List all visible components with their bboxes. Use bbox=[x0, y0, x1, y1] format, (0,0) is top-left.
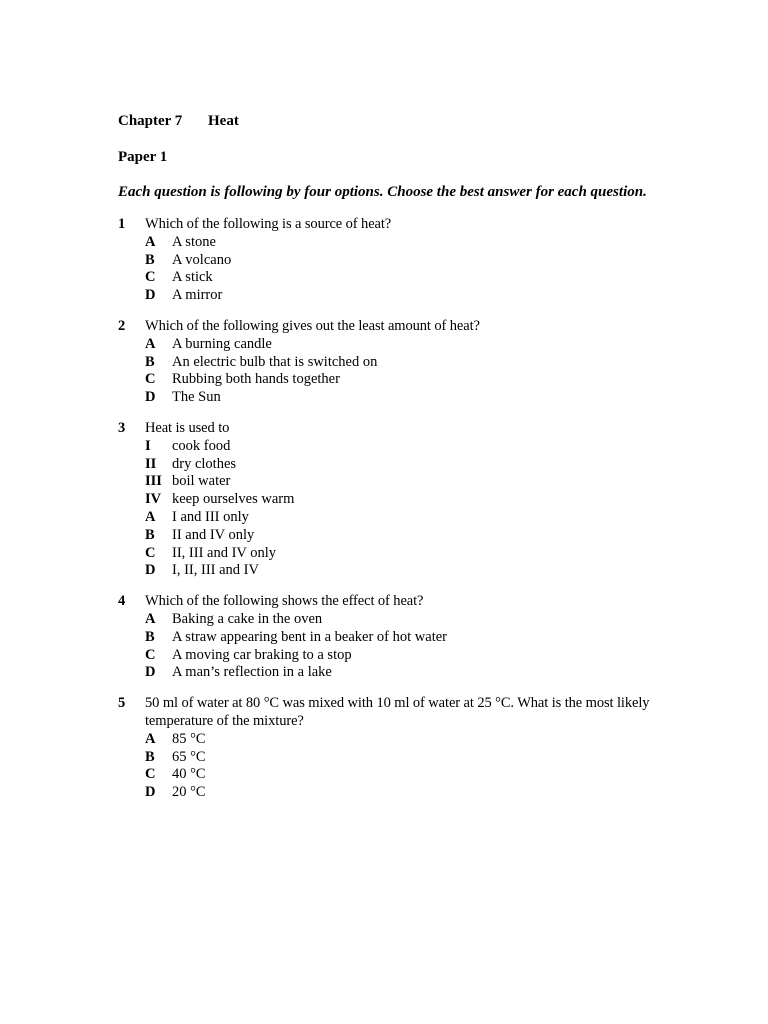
option-label: D bbox=[145, 389, 156, 406]
option-label: B bbox=[145, 628, 155, 645]
option-label: C bbox=[145, 269, 156, 286]
option-d bbox=[118, 664, 718, 682]
statement-i bbox=[118, 438, 718, 456]
statement-ii bbox=[118, 456, 718, 474]
option-a bbox=[118, 234, 718, 252]
chapter-number: Chapter 7 bbox=[118, 113, 183, 129]
option-label: A bbox=[145, 508, 156, 525]
statement-label: I bbox=[145, 437, 151, 454]
question-4 bbox=[118, 593, 718, 682]
option-b bbox=[118, 629, 718, 647]
option-c bbox=[118, 545, 718, 563]
option-label: D bbox=[145, 287, 156, 304]
question-number: 5 bbox=[118, 695, 126, 712]
option-a bbox=[118, 731, 718, 749]
option-b bbox=[118, 354, 718, 372]
question-text: Which of the following shows the effect of heat? bbox=[145, 593, 424, 610]
option-label: C bbox=[145, 766, 156, 783]
option-c bbox=[118, 766, 718, 784]
instructions: Each question is following by four options. Choose the best answer for each question. bbox=[118, 184, 647, 200]
option-label: A bbox=[145, 233, 156, 250]
option-label: B bbox=[145, 748, 155, 765]
chapter-heading bbox=[118, 110, 718, 132]
statement-label: IV bbox=[145, 491, 162, 508]
option-label: C bbox=[145, 544, 156, 561]
question-number: 3 bbox=[118, 419, 126, 436]
option-b bbox=[118, 749, 718, 767]
paper-title: Paper 1 bbox=[118, 149, 168, 165]
option-text: A straw appearing bent in a beaker of hot water bbox=[172, 628, 447, 645]
statement-label: III bbox=[145, 473, 162, 490]
option-label: A bbox=[145, 730, 156, 747]
option-text: Rubbing both hands together bbox=[172, 371, 340, 388]
option-text: A mirror bbox=[172, 287, 223, 304]
question-number: 4 bbox=[118, 593, 126, 610]
question-text: Which of the following is a source of heat? bbox=[145, 216, 392, 232]
option-c bbox=[118, 371, 718, 389]
worksheet-page bbox=[118, 110, 718, 802]
option-label: C bbox=[145, 646, 156, 663]
option-text: 85 °C bbox=[172, 730, 206, 747]
option-text: A burning candle bbox=[172, 335, 272, 352]
option-text: II, III and IV only bbox=[172, 544, 277, 561]
option-label: A bbox=[145, 335, 156, 352]
option-text: 40 °C bbox=[172, 766, 206, 783]
option-a bbox=[118, 509, 718, 527]
option-d bbox=[118, 562, 718, 580]
question-number: 2 bbox=[118, 317, 126, 334]
question-3 bbox=[118, 420, 718, 580]
option-text: A volcano bbox=[172, 251, 232, 268]
statement-iii bbox=[118, 473, 718, 491]
option-b bbox=[118, 252, 718, 270]
option-d bbox=[118, 784, 718, 802]
option-text: I, II, III and IV bbox=[172, 562, 259, 579]
option-text: Baking a cake in the oven bbox=[172, 610, 323, 627]
question-1 bbox=[118, 216, 718, 305]
option-text: 65 °C bbox=[172, 748, 206, 765]
option-text: A moving car braking to a stop bbox=[172, 646, 352, 663]
option-text: An electric bulb that is switched on bbox=[172, 353, 378, 370]
option-label: B bbox=[145, 251, 155, 268]
option-d bbox=[118, 287, 718, 305]
option-d bbox=[118, 389, 718, 407]
option-label: B bbox=[145, 353, 155, 370]
statement-iv bbox=[118, 491, 718, 509]
option-label: A bbox=[145, 610, 156, 627]
option-a bbox=[118, 336, 718, 354]
option-label: C bbox=[145, 371, 156, 388]
question-2 bbox=[118, 318, 718, 407]
statement-text: cook food bbox=[172, 437, 231, 454]
option-label: D bbox=[145, 562, 156, 579]
option-text: I and III only bbox=[172, 508, 249, 525]
option-label: D bbox=[145, 664, 156, 681]
option-text: The Sun bbox=[172, 389, 221, 406]
option-b bbox=[118, 527, 718, 545]
chapter-topic: Heat bbox=[208, 113, 239, 129]
statement-text: keep ourselves warm bbox=[172, 491, 295, 508]
statement-text: dry clothes bbox=[172, 455, 237, 472]
option-label: D bbox=[145, 784, 156, 801]
option-text: A stick bbox=[172, 269, 213, 286]
option-text: 20 °C bbox=[172, 784, 206, 801]
question-5 bbox=[118, 695, 718, 802]
question-text: 50 ml of water at 80 °C was mixed with 10 ml of water at 25 °C. What is the most likely temperature of the mixture? bbox=[145, 695, 650, 729]
question-text: Heat is used to bbox=[145, 419, 230, 436]
statement-label: II bbox=[145, 455, 157, 472]
question-number: 1 bbox=[118, 216, 126, 232]
statement-text: boil water bbox=[172, 473, 231, 490]
option-label: B bbox=[145, 526, 155, 543]
question-text: Which of the following gives out the least amount of heat? bbox=[145, 317, 480, 334]
option-text: A stone bbox=[172, 233, 216, 250]
option-text: A man’s reflection in a lake bbox=[172, 664, 332, 681]
option-text: II and IV only bbox=[172, 526, 255, 543]
option-c bbox=[118, 269, 718, 287]
option-c bbox=[118, 647, 718, 665]
option-a bbox=[118, 611, 718, 629]
